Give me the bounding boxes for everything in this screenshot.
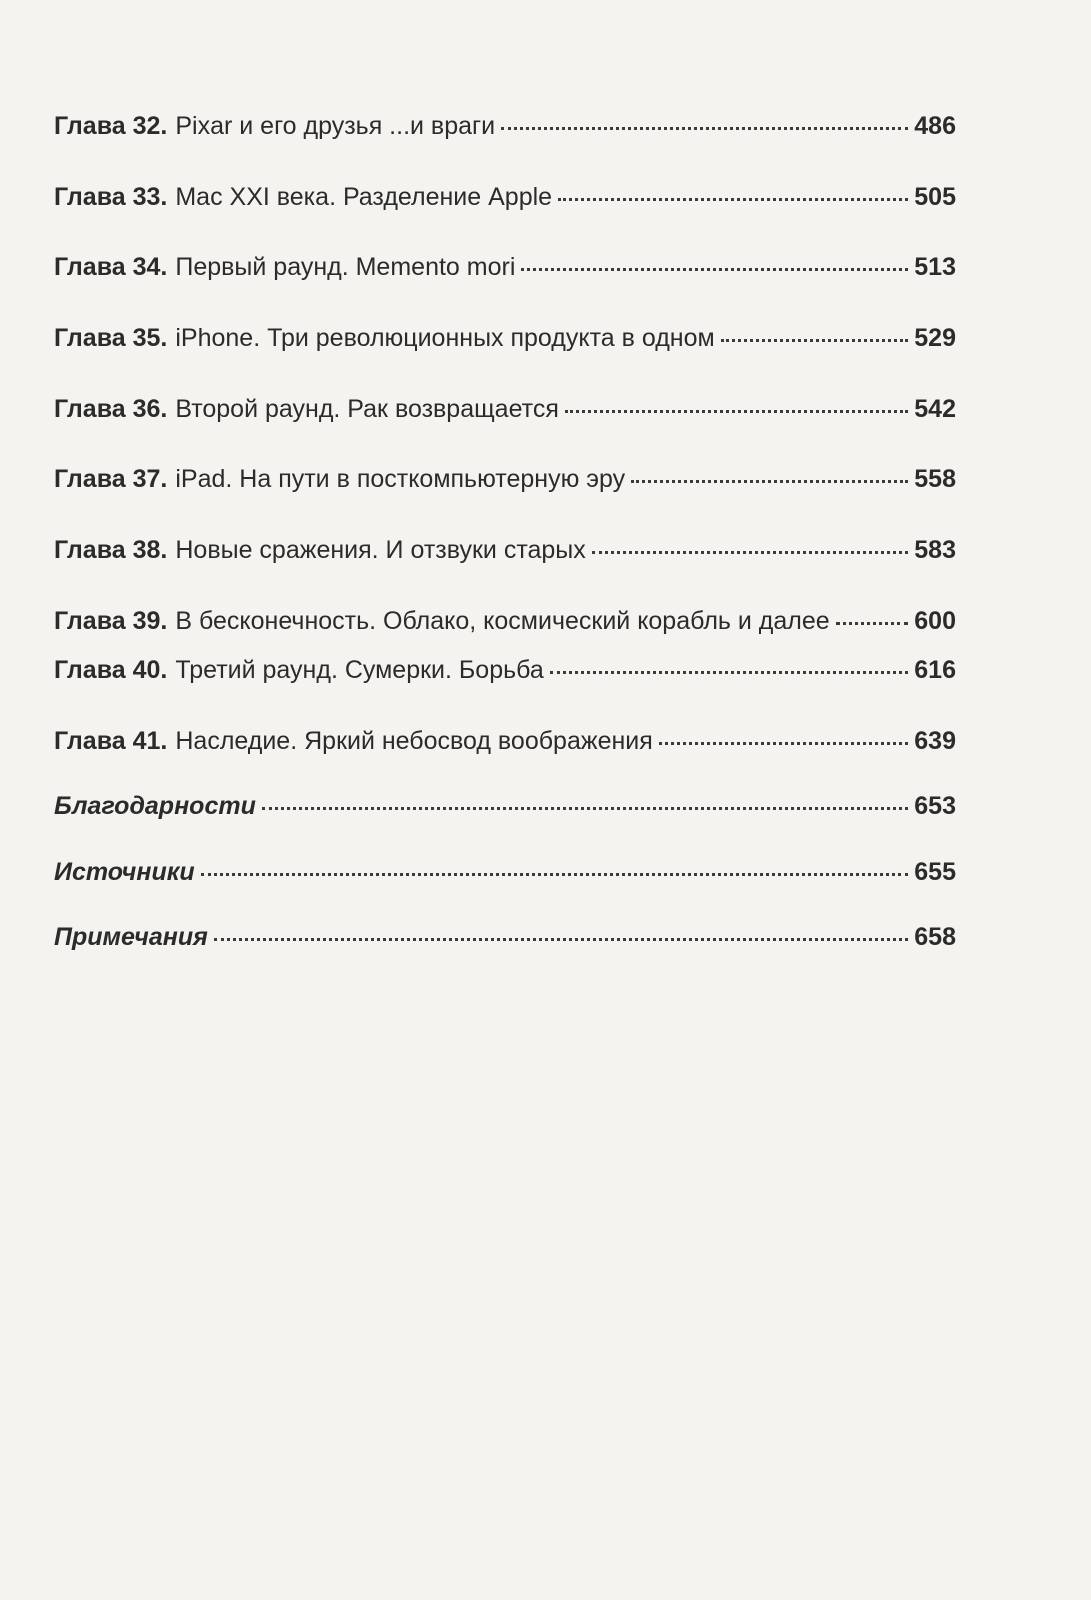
page-number: 542 — [914, 395, 956, 423]
toc-entry-chapter-40 — [54, 656, 956, 685]
section-label: Благодарности — [54, 792, 256, 820]
chapter-title: Второй раунд. Рак возвращается — [175, 395, 559, 423]
toc-entry-chapter-36 — [54, 395, 956, 424]
dot-leader — [521, 268, 908, 271]
dot-leader — [565, 410, 908, 413]
section-label: Источники — [54, 858, 195, 886]
dot-leader — [201, 873, 909, 876]
chapter-label: Глава 32. — [54, 112, 168, 140]
toc-entry-chapter-39 — [54, 607, 956, 636]
dot-leader — [214, 938, 908, 941]
chapter-title: Первый раунд. Memento mori — [175, 253, 516, 281]
chapter-label: Глава 37. — [54, 465, 168, 493]
page-number: 616 — [914, 656, 956, 684]
chapter-label: Глава 33. — [54, 183, 168, 211]
chapter-label: Глава 40. — [54, 656, 168, 684]
chapter-title: Pixar и его друзья ...и враги — [175, 112, 496, 140]
toc-entry-notes — [54, 923, 956, 952]
page-number: 639 — [914, 727, 956, 755]
dot-leader — [631, 480, 908, 483]
toc-entry-chapter-35 — [54, 324, 956, 353]
chapter-title: iPad. На пути в посткомпьютерную эру — [175, 465, 626, 493]
page-number: 655 — [914, 858, 956, 886]
chapter-title: Третий раунд. Сумерки. Борьба — [175, 656, 544, 684]
page-number: 653 — [914, 792, 956, 820]
chapter-label: Глава 41. — [54, 727, 168, 755]
chapter-title: Наследие. Яркий небосвод воображения — [175, 727, 653, 755]
toc-entry-chapter-41 — [54, 727, 956, 756]
table-of-contents — [54, 112, 956, 951]
chapter-label: Глава 34. — [54, 253, 168, 281]
dot-leader — [262, 807, 908, 810]
toc-entry-chapter-38 — [54, 536, 956, 565]
chapter-title: В бесконечность. Облако, космический корабль и далее — [175, 607, 830, 635]
chapter-label: Глава 36. — [54, 395, 168, 423]
page-number: 600 — [914, 607, 956, 635]
toc-entry-acknowledgements — [54, 792, 956, 821]
toc-entry-chapter-32 — [54, 112, 956, 141]
chapter-title: iPhone. Три революционных продукта в одном — [175, 324, 715, 352]
dot-leader — [836, 622, 909, 625]
page-number: 558 — [914, 465, 956, 493]
dot-leader — [550, 671, 908, 674]
dot-leader — [659, 742, 908, 745]
dot-leader — [721, 339, 909, 342]
page-number: 505 — [914, 183, 956, 211]
dot-leader — [501, 127, 908, 130]
toc-entry-chapter-37 — [54, 465, 956, 494]
toc-entry-sources — [54, 858, 956, 887]
dot-leader — [592, 551, 909, 554]
page-number: 513 — [914, 253, 956, 281]
page-number: 486 — [914, 112, 956, 140]
toc-entry-chapter-34 — [54, 253, 956, 282]
section-label: Примечания — [54, 923, 208, 951]
toc-entry-chapter-33 — [54, 183, 956, 212]
chapter-label: Глава 39. — [54, 607, 168, 635]
page-number: 529 — [914, 324, 956, 352]
dot-leader — [558, 198, 908, 201]
chapter-label: Глава 35. — [54, 324, 168, 352]
chapter-title: Новые сражения. И отзвуки старых — [175, 536, 586, 564]
chapter-label: Глава 38. — [54, 536, 168, 564]
page-number: 658 — [914, 923, 956, 951]
page-number: 583 — [914, 536, 956, 564]
chapter-title: Mac XXI века. Разделение Apple — [175, 183, 553, 211]
